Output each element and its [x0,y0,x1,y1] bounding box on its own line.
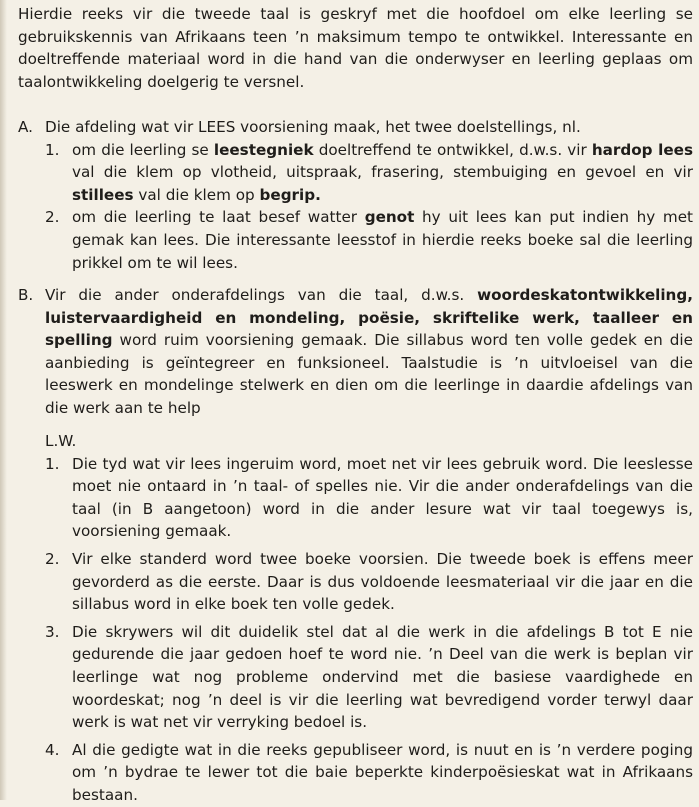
item-text: om die leerling te laat besef watter genot hy uit lees kan put indien hy met gemak kan lees. Die interessante leesstof in hierdie reeks boeke sal die leerling prikkel om te wil lees. [72,208,694,272]
intro-paragraph: Hierdie reeks vir die tweede taal is geskryf met die hoofdoel om elke leerling se gebruikskennis van Afrikaans teen ’n maksimum tempo te ontwikkel. Interessante en doeltreffende materiaal word in die hand van die onderwyser en leerling geplaas om taalontwikkeling doelgerig te versnel. [18,5,693,91]
list-item [45,139,693,207]
list-item [45,453,693,543]
section-a [18,116,693,274]
page-edge-shadow [0,0,7,800]
item-number: 4. [45,740,60,759]
item-number: 2. [45,549,60,568]
section-b-label: B. [18,286,34,304]
item-number: 1. [45,140,60,159]
lw-heading: L.W. [45,432,77,450]
section-b [18,284,693,420]
item-text: Al die gedigte wat in die reeks gepubliseer word, is nuut en is ’n verdere poging om ’n bydrae te lewer tot die baie beperkte kinderpoësieskat wat in Afrikaans bestaan. [72,740,693,804]
list-item [45,206,693,274]
list-item [45,621,693,734]
item-text: om die leerling se leestegniek doeltreffend te ontwikkel, d.w.s. vir hardop lees val die klem op vlotheid, uitspraak, frasering, stembuiging en gevoel en vir stillees val die klem op begrip. [72,140,693,204]
lw-section [45,430,693,807]
item-number: 1. [45,454,60,473]
item-text: Vir elke standerd word twee boeke voorsien. Die tweede boek is effens meer gevorderd as die eerste. Daar is dus voldoende leesmateriaal vir die jaar en die sillabus word in elke boek ten volle gedek. [72,549,693,614]
list-item [45,548,693,616]
section-b-text: Vir die ander onderafdelings van die taal, d.w.s. woordeskatontwikkeling, luistervaardigheid en mondeling, poësie, skriftelike werk, taalleer en spelling word ruim voorsiening gemaak. Die sillabus word ten volle gedek en die aanbieding is geïntegreer en funksioneel. Taalstudie is ’n uitvloeisel van die leeswerk en mondelinge stelwerk en dien om die leerlinge in daardie afdelings van die werk aan te help [45,286,693,417]
item-text: Die tyd wat vir lees ingeruim word, moet net vir lees gebruik word. Die leeslesse moet nie ontaard in ’n taal- of spelles nie. Vir die ander onderafdelings van die taal (in B aangetoon) word in die ander lesure wat vir taal toegewys is, voorsiening gemaak. [72,454,693,541]
list-item [45,739,693,807]
section-a-list [45,139,693,275]
item-text: Die skrywers wil dit duidelik stel dat al die werk in die afdelings B tot E nie gedurende die jaar gedoen hoef te word nie. ’n Deel van die werk is beplan vir leerlinge wat nog probleme ondervind met die basiese vaardighede en woordeskat; nog ’n deel is vir die leerling wat bevredigend vorder terwyl daar werk is wat net vir verryking bedoel is. [72,622,693,732]
item-number: 3. [45,622,60,641]
item-number: 2. [45,208,60,227]
section-a-heading: Die afdeling wat vir LEES voorsiening maak, het twee doelstellings, nl. [45,118,581,136]
section-a-label: A. [18,118,33,136]
